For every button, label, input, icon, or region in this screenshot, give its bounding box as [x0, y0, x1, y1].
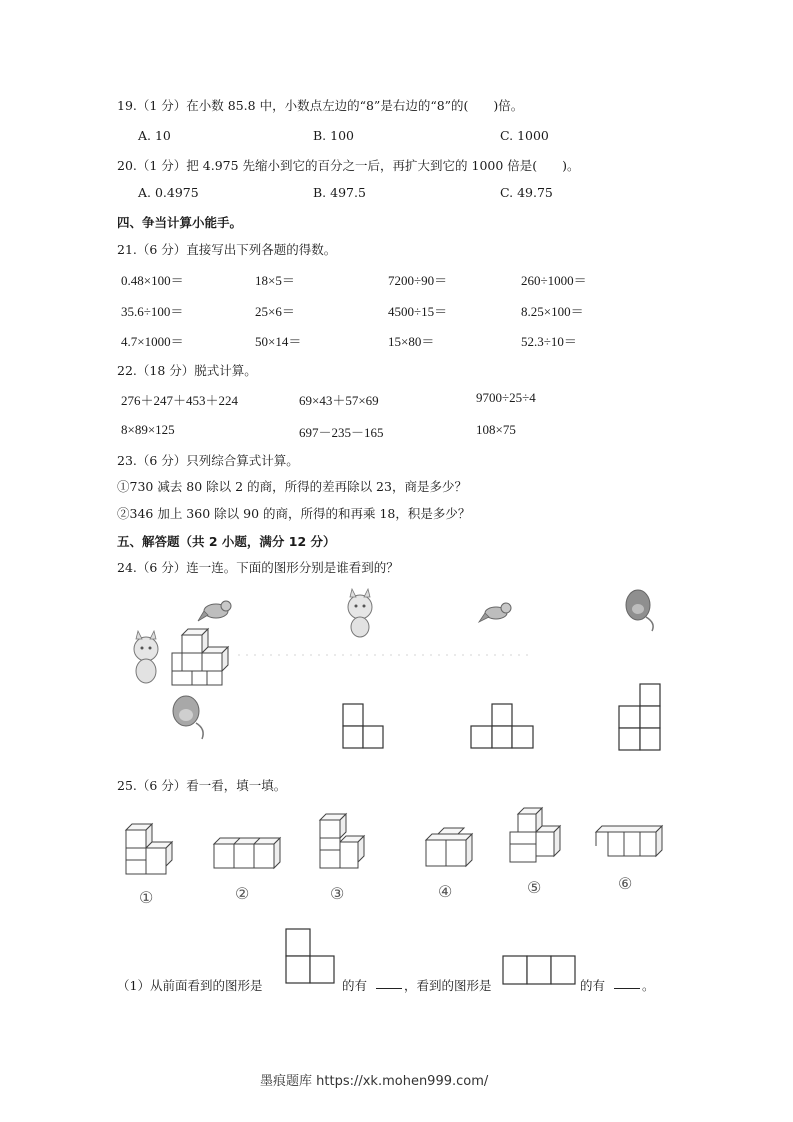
cat-icon	[340, 591, 380, 641]
q22-r1c1: 276＋247＋453＋224	[121, 393, 239, 408]
cube-figure-3	[318, 812, 374, 882]
q20-option-c: C. 49.75	[500, 185, 553, 200]
q21-stem: 21.（6 分）直接写出下列各题的得数。	[117, 242, 337, 257]
q25-view-shape-l	[285, 928, 337, 986]
q25-sub1-blank-1[interactable]	[376, 976, 402, 992]
q25-label-5: ⑤	[527, 878, 542, 897]
q21-r2c2: 25×6＝	[255, 304, 295, 319]
q22-r2c3: 108×75	[476, 422, 516, 437]
q25-label-3: ③	[330, 884, 345, 903]
q22-r1c2: 69×43＋57×69	[299, 393, 379, 408]
q24-stem: 24.（6 分）连一连。下面的图形分别是谁看到的？	[117, 560, 399, 575]
q25-label-4: ④	[438, 882, 453, 901]
cube-figure-4	[424, 828, 484, 872]
q21-r1c3: 7200÷90＝	[388, 273, 448, 288]
section5-title: 五、解答题（共 2 小题，满分 12 分）	[117, 534, 336, 549]
bird-icon	[478, 599, 514, 627]
q25-sub1-part-d: 的有	[580, 978, 606, 993]
q21-r1c1: 0.48×100＝	[121, 273, 184, 288]
q22-r2c1: 8×89×125	[121, 422, 175, 437]
q21-r3c1: 4.7×1000＝	[121, 334, 184, 349]
cat-icon	[124, 633, 166, 685]
q23-stem: 23.（6 分）只列综合算式计算。	[117, 453, 299, 468]
monkey-icon	[620, 587, 656, 633]
q22-stem: 22.（18 分）脱式计算。	[117, 363, 257, 378]
q22-r2c2: 697－235－165	[299, 425, 384, 440]
monkey-icon	[168, 693, 208, 743]
q21-r3c3: 15×80＝	[388, 334, 435, 349]
connect-dots	[238, 651, 538, 661]
q24-figure	[118, 585, 678, 765]
view-shape-l	[342, 703, 386, 751]
view-shape-column	[618, 683, 664, 755]
q21-r2c1: 35.6÷100＝	[121, 304, 184, 319]
q21-r1c4: 260÷1000＝	[521, 273, 587, 288]
q19-stem: 19.（1 分）在小数 85.8 中，小数点左边的“8”是右边的“8”的( )倍。	[117, 98, 524, 113]
q25-label-2: ②	[235, 884, 250, 903]
q25-sub1-blank-2[interactable]	[614, 976, 640, 992]
q19-option-c: C. 1000	[500, 128, 549, 143]
cube-figure-1	[124, 820, 188, 880]
q25-sub1-part-a: （1）从前面看到的图形是	[117, 978, 263, 993]
q25-sub1-part-c: ，看到的图形是	[404, 978, 492, 993]
q21-r1c2: 18×5＝	[255, 273, 295, 288]
cube-stack	[170, 627, 240, 687]
q21-r3c2: 50×14＝	[255, 334, 302, 349]
cube-figure-6	[594, 824, 666, 864]
q21-r3c4: 52.3÷10＝	[521, 334, 577, 349]
q22-r1c3: 9700÷25÷4	[476, 390, 536, 405]
q23-item-1: ①730 减去 80 除以 2 的商，所得的差再除以 23，商是多少？	[117, 479, 467, 494]
q21-r2c3: 4500÷15＝	[388, 304, 448, 319]
q25-view-shape-row	[502, 955, 576, 987]
q20-option-a: A. 0.4975	[138, 185, 199, 200]
q20-stem: 20.（1 分）把 4.975 先缩小到它的百分之一后，再扩大到它的 1000 倍是( )。	[117, 158, 580, 173]
bird-icon	[196, 597, 236, 627]
cube-figure-5	[508, 806, 568, 870]
footer-watermark: 墨痕题库 https://xk.mohen999.com/	[260, 1074, 489, 1089]
q25-sub1-part-b: 的有	[342, 978, 368, 993]
q19-option-a: A. 10	[138, 128, 171, 143]
q25-sub1-part-e: 。	[642, 978, 655, 993]
q25-stem: 25.（6 分）看一看，填一填。	[117, 778, 287, 793]
section4-title: 四、争当计算小能手。	[117, 215, 243, 230]
q20-option-b: B. 497.5	[313, 185, 366, 200]
cube-figure-2	[212, 836, 296, 876]
q25-label-1: ①	[139, 888, 154, 907]
q23-item-2: ②346 加上 360 除以 90 的商，所得的和再乘 18，积是多少？	[117, 506, 471, 521]
view-shape-t	[470, 703, 536, 751]
q19-option-b: B. 100	[313, 128, 354, 143]
q21-r2c4: 8.25×100＝	[521, 304, 584, 319]
q25-label-6: ⑥	[618, 874, 633, 893]
